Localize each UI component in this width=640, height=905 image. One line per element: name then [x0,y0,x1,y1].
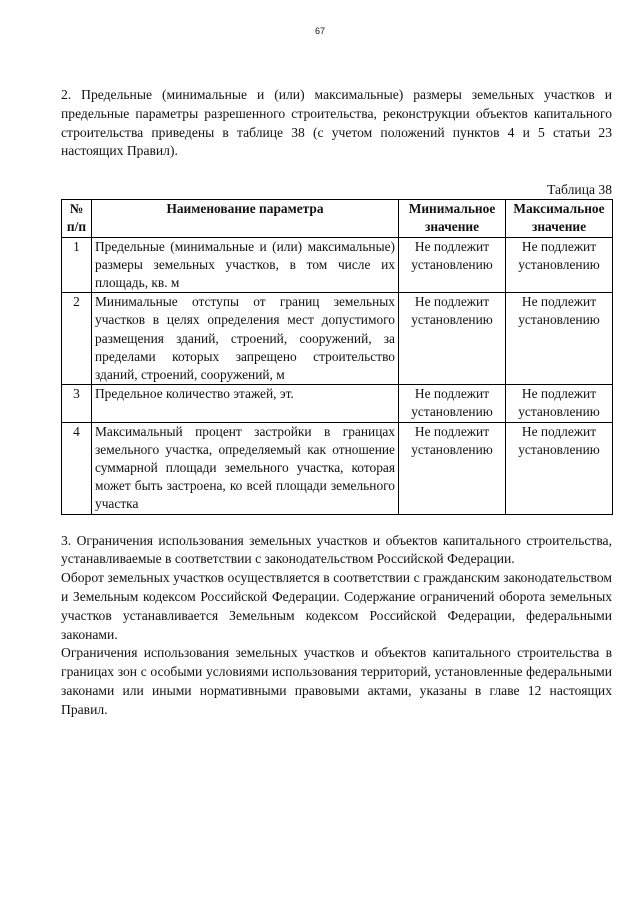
table-caption: Таблица 38 [547,182,612,198]
cell-num: 3 [62,385,92,422]
cell-max: Не подлежит установлению [506,237,613,293]
table-header-row [62,200,613,237]
cell-max: Не подлежит установлению [506,422,613,514]
cell-num: 2 [62,293,92,385]
table-row [62,385,613,422]
parameters-table [61,199,613,514]
cell-name: Минимальные отступы от границ земельных участков в целях определения мест допустимого размещения зданий, строений, сооружений, за пределами которых запрещено строительство зданий, строений, сооружений, м [92,293,399,385]
table-row [62,422,613,514]
cell-name: Предельные (минимальные и (или) максимальные) размеры земельных участков, в том числе их площадь, кв. м [92,237,399,293]
cell-num: 4 [62,422,92,514]
cell-min: Не подлежит установлению [399,237,506,293]
header-max: Максимальное значение [506,200,613,237]
section-3-paragraph-2: Ограничения использования земельных участков и объектов капитального строительства в границах зон с особыми условиями использования территорий, установленные федеральными законами или иными нормативными правовыми актами, указаны в главе 12 настоящих Правил. [61,645,612,717]
cell-name: Предельное количество этажей, эт. [92,385,399,422]
header-num: № п/п [62,200,92,237]
header-min: Минимальное значение [399,200,506,237]
table-row [62,237,613,293]
page-number: 67 [314,26,325,36]
section-3 [61,532,612,720]
cell-min: Не подлежит установлению [399,293,506,385]
header-name: Наименование параметра [92,200,399,237]
cell-max: Не подлежит установлению [506,385,613,422]
section-3-heading: 3. Ограничения использования земельных участков и объектов капитального строительства, устанавливаемые в соответствии с законодательством Российской Федерации. [61,532,612,567]
table-row [62,293,613,385]
paragraph-2: 2. Предельные (минимальные и (или) максимальные) размеры земельных участков и предельные параметры разрешенного строительства, реконструкции объектов капитального строительства приведены в таблице 38 (с учетом положений пунктов 4 и 5 статьи 23 настоящих Правил). [61,87,612,159]
cell-name: Максимальный процент застройки в границах земельного участка, определяемый как отношение суммарной площади земельного участка, которая может быть застроена, ко всей площади земельного участка [92,422,399,514]
page-content [61,86,612,720]
cell-max: Не подлежит установлению [506,293,613,385]
cell-num: 1 [62,237,92,293]
section-3-paragraph-1: Оборот земельных участков осуществляется в соответствии с гражданским законодательством и Земельным кодексом Российской Федерации. Содержание ограничений оборота земельных участков устанавливается Земельным кодексом Российской Федерации, федеральными законами. [61,570,612,642]
cell-min: Не подлежит установлению [399,385,506,422]
cell-min: Не подлежит установлению [399,422,506,514]
